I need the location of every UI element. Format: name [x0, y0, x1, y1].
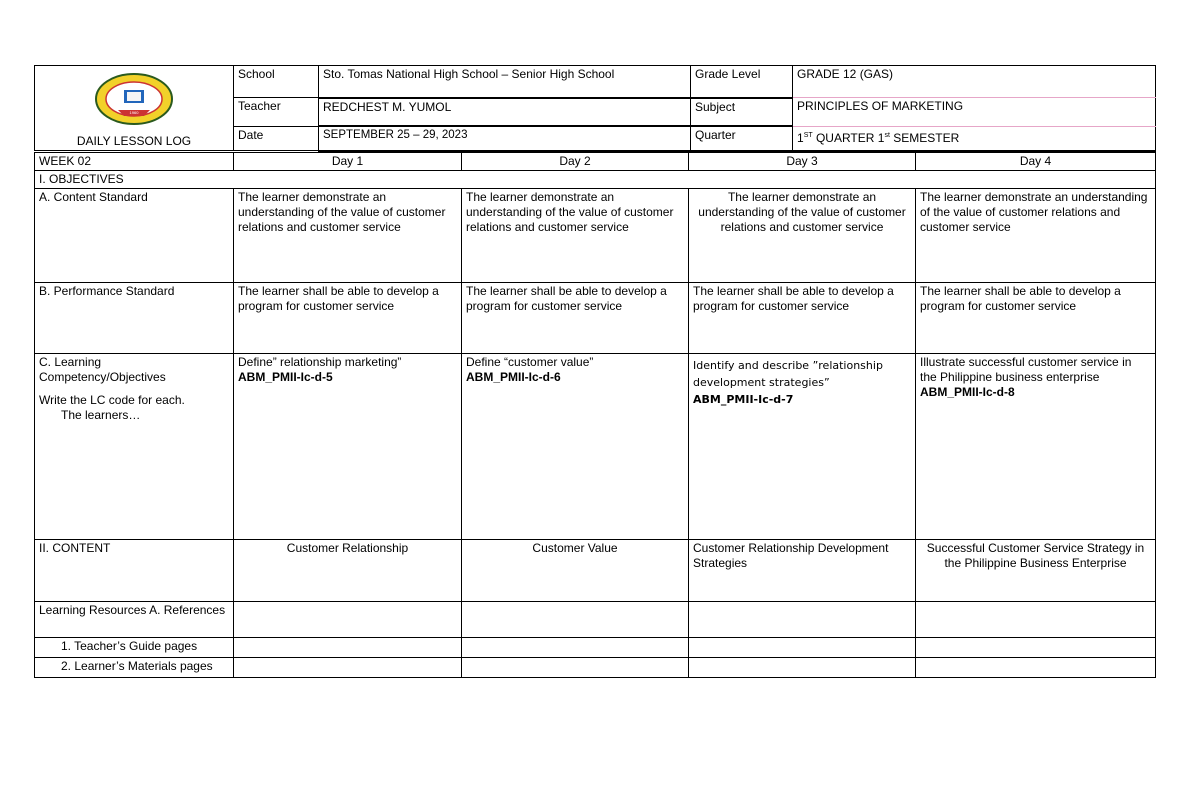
date-value: SEPTEMBER 25 – 29, 2023	[319, 126, 691, 150]
subject-value: PRINCIPLES OF MARKETING	[793, 98, 1156, 126]
content-standard-row	[35, 188, 1156, 282]
lc-code: ABM_PMII-Ic-d-6	[466, 369, 561, 384]
logo-title-cell	[35, 66, 234, 151]
learning-competency-label: C. Learning Competency/Objectives	[39, 354, 166, 384]
grade-label: Grade Level	[691, 66, 793, 98]
day-header-row	[35, 152, 1156, 170]
learning-competency-day-3: Identify and describe ”relationship development strategies” ABM_PMII-Ic-d-7	[689, 353, 916, 539]
page-title: DAILY LESSON LOG	[76, 134, 192, 148]
learning-competency-day-4: Illustrate successful customer service in the Philippine business enterprise ABM_PMII-Ic-d-8	[916, 353, 1156, 539]
content-label: II. CONTENT	[35, 539, 234, 601]
content-standard-day-4: The learner demonstrate an understanding of the value of customer relations and customer service	[916, 188, 1156, 282]
learning-competency-label-cell	[35, 353, 234, 539]
teacher-label: Teacher	[234, 98, 319, 126]
day-4-header: Day 4	[916, 152, 1156, 170]
content-day-3: Customer Relationship Development Strategies	[689, 539, 916, 601]
performance-standard-row	[35, 282, 1156, 353]
learners-materials-row	[35, 657, 1156, 677]
references-row	[35, 601, 1156, 637]
learners-materials-label: 2. Learner’s Materials pages	[35, 657, 234, 677]
quarter-value: 1ST QUARTER 1st SEMESTER	[793, 126, 1156, 150]
content-standard-day-3: The learner demonstrate an understanding of the value of customer relations and customer service	[689, 188, 916, 282]
lc-code: ABM_PMII-Ic-d-8	[920, 384, 1015, 399]
content-standard-day-2: The learner demonstrate an understanding of the value of customer relations and customer service	[462, 188, 689, 282]
date-label: Date	[234, 126, 319, 150]
content-row	[35, 539, 1156, 601]
day-2-header: Day 2	[462, 152, 689, 170]
teachers-guide-label: 1. Teacher’s Guide pages	[35, 637, 234, 657]
school-label: School	[234, 66, 319, 98]
content-day-1: Customer Relationship	[234, 539, 462, 601]
grade-value: GRADE 12 (GAS)	[793, 66, 1156, 98]
learning-competency-row	[35, 353, 1156, 539]
performance-standard-day-1: The learner shall be able to develop a program for customer service	[234, 282, 462, 353]
svg-text:1960: 1960	[129, 110, 139, 115]
learning-competency-day-2: Define “customer value” ABM_PMII-Ic-d-6	[462, 353, 689, 539]
lesson-table	[34, 152, 1156, 678]
school-value: Sto. Tomas National High School – Senior High School	[319, 66, 691, 98]
objectives-heading: I. OBJECTIVES	[35, 170, 1156, 188]
school-logo	[94, 72, 174, 126]
content-standard-day-1: The learner demonstrate an understanding of the value of customer relations and customer service	[234, 188, 462, 282]
lesson-log-sheet	[34, 65, 1155, 678]
teachers-guide-row	[35, 637, 1156, 657]
content-day-2: Customer Value	[462, 539, 689, 601]
day-3-header: Day 3	[689, 152, 916, 170]
learning-resources-label: Learning Resources A. References	[35, 601, 234, 637]
day-1-header: Day 1	[234, 152, 462, 170]
learners-note: The learners…	[61, 407, 141, 422]
content-day-4: Successful Customer Service Strategy in the Philippine Business Enterprise	[916, 539, 1156, 601]
performance-standard-label: B. Performance Standard	[35, 282, 234, 353]
performance-standard-day-4: The learner shall be able to develop a program for customer service	[916, 282, 1156, 353]
content-standard-label: A. Content Standard	[35, 188, 234, 282]
lc-code: ABM_PMII-Ic-d-5	[238, 369, 333, 384]
performance-standard-day-2: The learner shall be able to develop a program for customer service	[462, 282, 689, 353]
lc-code-note: Write the LC code for each.	[39, 392, 185, 407]
performance-standard-day-3: The learner shall be able to develop a program for customer service	[689, 282, 916, 353]
quarter-label: Quarter	[691, 126, 793, 150]
lc-code: ABM_PMII-Ic-d-7	[693, 392, 794, 406]
week-label: WEEK 02	[35, 152, 234, 170]
header-table	[34, 65, 1156, 152]
learning-competency-day-1: Define” relationship marketing” ABM_PMII-Ic-d-5	[234, 353, 462, 539]
subject-label: Subject	[691, 98, 793, 126]
teacher-value: REDCHEST M. YUMOL	[319, 98, 691, 126]
